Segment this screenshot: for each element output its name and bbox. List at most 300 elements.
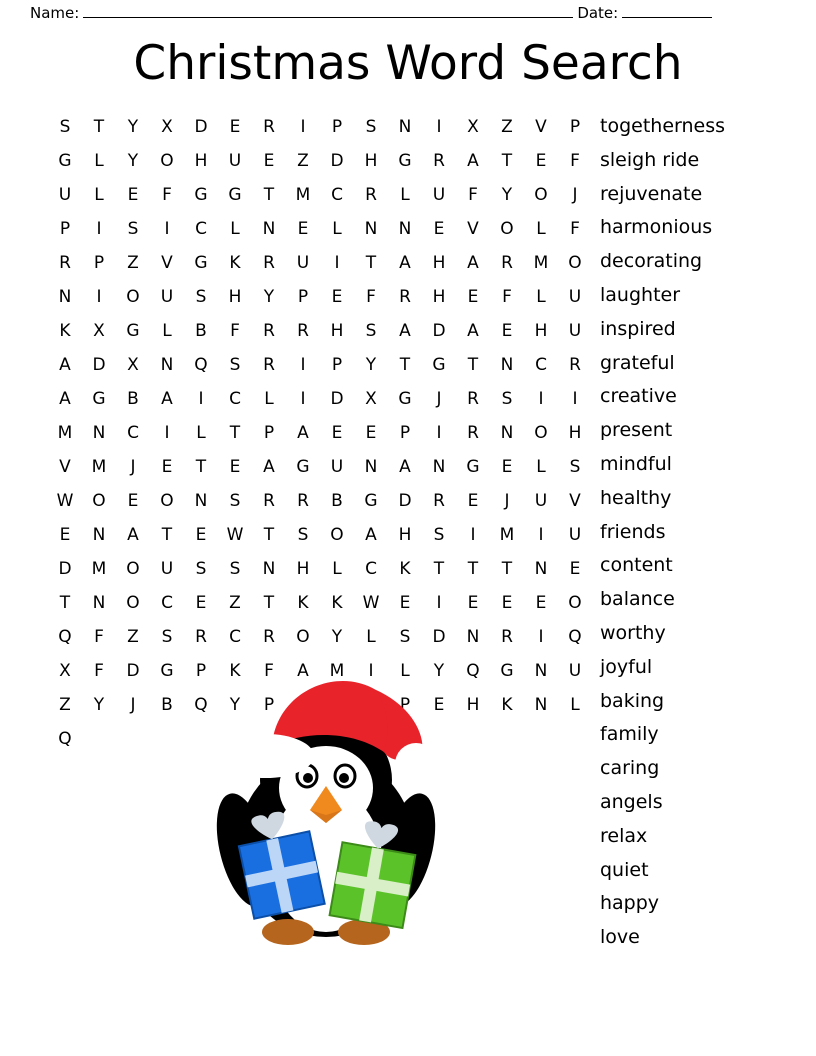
grid-cell[interactable]: P (331, 117, 343, 137)
grid-cell[interactable]: G (92, 389, 106, 409)
grid-cell[interactable]: N (364, 219, 378, 239)
word-list-item: decorating (600, 250, 703, 273)
grid-cell[interactable]: L (196, 423, 206, 443)
grid-cell[interactable]: N (92, 423, 106, 443)
grid-cell[interactable]: C (161, 593, 173, 613)
grid-cell[interactable]: H (228, 287, 242, 307)
grid-cell[interactable]: N (398, 219, 412, 239)
name-label: Name: (30, 4, 80, 22)
grid-cell[interactable]: I (572, 389, 578, 409)
grid-cell[interactable]: Z (229, 593, 241, 613)
word-list-item: love (600, 926, 640, 949)
grid-cell[interactable]: L (400, 661, 410, 681)
grid-cell[interactable]: C (535, 355, 547, 375)
grid-cell[interactable]: E (467, 491, 479, 511)
grid-cell[interactable]: N (534, 559, 548, 579)
grid-cell[interactable]: O (126, 559, 140, 579)
word-list-item: content (600, 554, 673, 577)
grid-cell[interactable]: E (229, 457, 241, 477)
grid-cell[interactable]: G (432, 355, 446, 375)
grid-cell[interactable]: I (300, 117, 306, 137)
grid-cell[interactable]: K (331, 593, 343, 613)
grid-cell[interactable]: Y (433, 661, 445, 681)
grid-cell[interactable]: P (331, 355, 343, 375)
grid-cell[interactable]: X (59, 661, 71, 681)
grid-cell[interactable]: L (94, 185, 104, 205)
grid-cell[interactable]: H (466, 695, 480, 715)
grid-cell[interactable]: T (467, 559, 479, 579)
grid-cell[interactable]: L (536, 219, 546, 239)
grid-cell[interactable]: U (534, 491, 548, 511)
grid-cell[interactable]: U (58, 185, 72, 205)
grid-cell[interactable]: R (569, 355, 581, 375)
grid-cell[interactable]: Y (127, 117, 139, 137)
grid-cell[interactable]: M (533, 253, 549, 273)
grid-cell[interactable]: G (296, 457, 310, 477)
grid-cell[interactable]: G (58, 151, 72, 171)
grid-cell[interactable]: A (467, 151, 479, 171)
grid-cell[interactable]: G (194, 253, 208, 273)
grid-cell[interactable]: A (399, 457, 411, 477)
grid-cell[interactable]: O (126, 593, 140, 613)
grid-cell[interactable]: L (94, 151, 104, 171)
grid-cell[interactable]: R (467, 389, 479, 409)
grid-cell[interactable]: J (572, 185, 578, 205)
grid-cell[interactable]: G (364, 491, 378, 511)
grid-cell[interactable]: R (501, 253, 513, 273)
grid-cell[interactable]: T (501, 151, 513, 171)
grid-cell[interactable]: E (297, 219, 309, 239)
grid-cell[interactable]: N (58, 287, 72, 307)
grid-cell[interactable]: F (570, 151, 580, 171)
grid-cell[interactable]: K (229, 661, 241, 681)
grid-cell[interactable]: L (536, 457, 546, 477)
grid-cell[interactable]: E (467, 593, 479, 613)
grid-cell[interactable]: I (198, 389, 204, 409)
grid-cell[interactable]: L (264, 389, 274, 409)
grid-cell[interactable]: T (467, 355, 479, 375)
grid-cell[interactable]: E (161, 457, 173, 477)
grid-cell[interactable]: Q (466, 661, 480, 681)
grid-cell[interactable]: Q (194, 695, 208, 715)
grid-cell[interactable]: P (93, 253, 105, 273)
grid-cell[interactable]: T (229, 423, 241, 443)
grid-cell[interactable]: I (96, 287, 102, 307)
grid-cell[interactable]: H (398, 525, 412, 545)
grid-cell[interactable]: O (534, 423, 548, 443)
grid-cell[interactable]: B (127, 389, 139, 409)
grid-cell[interactable]: S (297, 525, 309, 545)
grid-cell[interactable]: U (568, 661, 582, 681)
grid-cell[interactable]: D (194, 117, 208, 137)
grid-cell[interactable]: D (432, 321, 446, 341)
grid-cell[interactable]: B (161, 695, 173, 715)
grid-cell[interactable]: S (433, 525, 445, 545)
grid-cell[interactable]: A (59, 389, 71, 409)
grid-cell[interactable]: T (93, 117, 105, 137)
grid-cell[interactable]: Y (501, 185, 513, 205)
grid-cell[interactable]: P (569, 117, 581, 137)
grid-cell[interactable]: O (568, 253, 582, 273)
grid-cell[interactable]: D (330, 151, 344, 171)
grid-cell[interactable]: I (96, 219, 102, 239)
grid-cell[interactable]: P (263, 423, 275, 443)
grid-cell[interactable]: F (468, 185, 478, 205)
grid-cell[interactable]: U (296, 253, 310, 273)
grid-cell[interactable]: F (366, 287, 376, 307)
grid-cell[interactable]: R (433, 491, 445, 511)
grid-cell[interactable]: U (330, 457, 344, 477)
grid-cell[interactable]: N (92, 525, 106, 545)
grid-cell[interactable]: Q (58, 627, 72, 647)
grid-cell[interactable]: A (297, 661, 309, 681)
word-list-item: balance (600, 588, 675, 611)
grid-cell[interactable]: O (126, 287, 140, 307)
grid-cell[interactable]: T (161, 525, 173, 545)
grid-cell[interactable]: B (331, 491, 343, 511)
grid-cell[interactable]: S (365, 321, 377, 341)
grid-cell[interactable]: H (534, 321, 548, 341)
grid-cell[interactable]: G (466, 457, 480, 477)
grid-cell[interactable]: C (331, 185, 343, 205)
grid-cell[interactable]: N (262, 559, 276, 579)
grid-cell[interactable]: B (195, 321, 207, 341)
grid-cell[interactable]: Q (568, 627, 582, 647)
grid-cell[interactable]: F (264, 661, 274, 681)
grid-cell[interactable]: U (160, 559, 174, 579)
grid-cell[interactable]: J (130, 457, 136, 477)
grid-cell[interactable]: E (127, 185, 139, 205)
grid-cell[interactable]: Y (365, 355, 377, 375)
grid-cell[interactable]: F (94, 661, 104, 681)
grid-cell[interactable]: T (263, 525, 275, 545)
grid-cell[interactable]: D (126, 661, 140, 681)
grid-cell[interactable]: M (295, 185, 311, 205)
grid-cell[interactable]: N (466, 627, 480, 647)
grid-cell[interactable]: S (229, 559, 241, 579)
grid-cell[interactable]: I (334, 253, 340, 273)
grid-cell[interactable]: X (365, 389, 377, 409)
grid-cell[interactable]: N (500, 423, 514, 443)
grid-cell[interactable]: O (296, 627, 310, 647)
grid-cell[interactable]: C (365, 559, 377, 579)
grid-cell[interactable]: H (432, 287, 446, 307)
grid-cell[interactable]: R (263, 627, 275, 647)
word-list-item: baking (600, 689, 665, 712)
grid-cell[interactable]: I (436, 423, 442, 443)
grid-cell[interactable]: L (400, 185, 410, 205)
grid-cell[interactable]: C (127, 423, 139, 443)
grid-cell[interactable]: G (398, 389, 412, 409)
grid-cell[interactable]: H (364, 151, 378, 171)
grid-cell[interactable]: E (535, 151, 547, 171)
grid-cell[interactable]: V (467, 219, 479, 239)
grid-cell[interactable]: T (59, 593, 71, 613)
grid-cell[interactable]: M (329, 661, 345, 681)
grid-cell[interactable]: R (59, 253, 71, 273)
grid-cell[interactable]: C (195, 219, 207, 239)
grid-cell[interactable]: A (399, 253, 411, 273)
grid-cell[interactable]: I (538, 525, 544, 545)
grid-cell[interactable]: E (501, 457, 513, 477)
grid-cell[interactable]: N (92, 593, 106, 613)
grid-cell[interactable]: M (57, 423, 73, 443)
grid-cell[interactable]: U (228, 151, 242, 171)
grid-cell[interactable]: L (570, 695, 580, 715)
grid-cell[interactable]: K (59, 321, 71, 341)
grid-cell[interactable]: Z (127, 627, 139, 647)
grid-cell[interactable]: F (502, 287, 512, 307)
grid-cell[interactable]: N (194, 491, 208, 511)
grid-cell[interactable]: S (161, 627, 173, 647)
grid-cell[interactable]: S (229, 355, 241, 375)
grid-cell[interactable]: H (330, 321, 344, 341)
grid-cell[interactable]: R (297, 321, 309, 341)
grid-cell[interactable]: N (364, 457, 378, 477)
grid-cell[interactable]: I (538, 389, 544, 409)
grid-cell[interactable]: I (470, 525, 476, 545)
grid-cell[interactable]: A (399, 321, 411, 341)
grid-cell[interactable]: O (500, 219, 514, 239)
grid-cell[interactable]: D (432, 627, 446, 647)
grid-cell[interactable]: M (91, 457, 107, 477)
grid-cell[interactable]: P (195, 661, 207, 681)
grid-cell[interactable]: Q (58, 729, 72, 749)
word-list-item: grateful (600, 351, 675, 374)
grid-cell[interactable]: E (433, 695, 445, 715)
grid-cell[interactable]: A (467, 321, 479, 341)
grid-cell[interactable]: K (501, 695, 513, 715)
grid-cell[interactable]: N (432, 457, 446, 477)
grid-cell[interactable]: R (195, 627, 207, 647)
grid-cell[interactable]: I (164, 423, 170, 443)
grid-cell[interactable]: Z (127, 253, 139, 273)
grid-cell[interactable]: O (160, 491, 174, 511)
grid-cell[interactable]: O (92, 491, 106, 511)
grid-cell[interactable]: Y (331, 627, 343, 647)
word-list-item: quiet (600, 858, 649, 881)
grid-cell[interactable]: H (296, 559, 310, 579)
grid-cell[interactable]: N (398, 117, 412, 137)
grid-cell[interactable]: A (467, 253, 479, 273)
grid-cell[interactable]: R (263, 355, 275, 375)
grid-cell[interactable]: E (535, 593, 547, 613)
grid-cell[interactable]: T (399, 355, 411, 375)
grid-cell[interactable]: E (501, 593, 513, 613)
grid-cell[interactable]: U (568, 525, 582, 545)
grid-cell[interactable]: V (535, 117, 547, 137)
grid-cell[interactable]: K (297, 593, 309, 613)
grid-cell[interactable]: F (162, 185, 172, 205)
grid-cell[interactable]: R (399, 287, 411, 307)
grid-cell[interactable]: I (164, 219, 170, 239)
grid-cell[interactable]: D (58, 559, 72, 579)
grid-cell[interactable]: F (94, 627, 104, 647)
grid-cell[interactable]: G (500, 661, 514, 681)
word-list-item: relax (600, 824, 648, 847)
grid-cell[interactable]: V (59, 457, 71, 477)
grid-cell[interactable]: L (230, 219, 240, 239)
grid-cell[interactable]: I (538, 627, 544, 647)
grid-cell[interactable]: E (59, 525, 71, 545)
grid-cell[interactable]: E (331, 423, 343, 443)
grid-cell[interactable]: X (467, 117, 479, 137)
grid-cell[interactable]: E (501, 321, 513, 341)
grid-cell[interactable]: L (366, 627, 376, 647)
grid-cell[interactable]: R (263, 491, 275, 511)
grid-cell[interactable]: W (226, 525, 244, 545)
grid-cell[interactable]: W (362, 593, 380, 613)
grid-cell[interactable]: U (160, 287, 174, 307)
grid-cell[interactable]: L (332, 559, 342, 579)
grid-cell[interactable]: E (365, 423, 377, 443)
grid-cell[interactable]: I (436, 593, 442, 613)
grid-cell[interactable]: Q (194, 355, 208, 375)
grid-cell[interactable]: U (568, 287, 582, 307)
grid-cell[interactable]: P (59, 219, 71, 239)
grid-cell[interactable]: R (263, 117, 275, 137)
word-list-item: joyful (600, 655, 653, 678)
grid-cell[interactable]: N (160, 355, 174, 375)
grid-cell[interactable]: Z (297, 151, 309, 171)
grid-cell[interactable]: I (368, 661, 374, 681)
grid-cell[interactable]: E (399, 593, 411, 613)
grid-cell[interactable]: S (195, 559, 207, 579)
grid-cell[interactable]: D (92, 355, 106, 375)
grid-cell[interactable]: P (399, 695, 411, 715)
grid-cell[interactable]: N (534, 661, 548, 681)
grid-cell[interactable]: S (127, 219, 139, 239)
grid-cell[interactable]: A (59, 355, 71, 375)
grid-cell[interactable]: S (399, 627, 411, 647)
grid-cell[interactable]: L (332, 219, 342, 239)
grid-cell[interactable]: N (500, 355, 514, 375)
grid-cell[interactable]: U (568, 321, 582, 341)
grid-cell[interactable]: N (262, 219, 276, 239)
grid-cell[interactable]: T (263, 185, 275, 205)
grid-cell[interactable]: U (432, 185, 446, 205)
grid-cell[interactable]: C (229, 389, 241, 409)
grid-cell[interactable]: E (467, 287, 479, 307)
grid-cell[interactable]: C (229, 627, 241, 647)
grid-cell[interactable]: E (229, 117, 241, 137)
grid-cell[interactable]: J (504, 491, 510, 511)
grid-cell[interactable]: P (297, 287, 309, 307)
grid-cell[interactable]: Y (127, 151, 139, 171)
grid-cell[interactable]: E (127, 491, 139, 511)
grid-cell[interactable]: A (161, 389, 173, 409)
grid-cell[interactable]: X (93, 321, 105, 341)
grid-cell[interactable]: R (501, 627, 513, 647)
grid-cell[interactable]: W (56, 491, 74, 511)
grid-cell[interactable]: O (534, 185, 548, 205)
grid-cell[interactable]: J (130, 695, 136, 715)
grid-cell[interactable]: Z (501, 117, 513, 137)
grid-cell[interactable]: P (399, 423, 411, 443)
grid-cell[interactable]: R (297, 491, 309, 511)
grid-cell[interactable]: R (365, 185, 377, 205)
grid-cell[interactable]: H (432, 253, 446, 273)
grid-cell[interactable]: T (501, 559, 513, 579)
date-input-line[interactable] (622, 4, 712, 18)
grid-cell[interactable]: Y (263, 287, 275, 307)
word-list-item: creative (600, 385, 677, 408)
grid-cell[interactable]: Y (229, 695, 241, 715)
grid-cell[interactable]: S (59, 117, 71, 137)
grid-cell[interactable]: E (263, 151, 275, 171)
grid-cell[interactable]: L (162, 321, 172, 341)
grid-cell[interactable]: O (568, 593, 582, 613)
name-input-line[interactable] (83, 4, 573, 18)
grid-cell[interactable]: H (194, 151, 208, 171)
grid-cell[interactable]: A (263, 457, 275, 477)
grid-cell[interactable]: H (568, 423, 582, 443)
grid-cell[interactable]: T (433, 559, 445, 579)
grid-cell[interactable]: I (300, 389, 306, 409)
grid-cell[interactable]: S (569, 457, 581, 477)
grid-cell[interactable]: R (467, 423, 479, 443)
grid-cell[interactable]: S (195, 287, 207, 307)
grid-cell[interactable]: K (229, 253, 241, 273)
grid-cell[interactable]: V (569, 491, 581, 511)
grid-cell[interactable]: S (229, 491, 241, 511)
grid-cell[interactable]: P (263, 695, 275, 715)
grid-cell[interactable]: R (263, 321, 275, 341)
grid-cell[interactable]: S (365, 117, 377, 137)
grid-cell[interactable]: G (398, 151, 412, 171)
grid-cell[interactable]: V (161, 253, 173, 273)
grid-cell[interactable]: N (534, 695, 548, 715)
grid-cell[interactable]: G (194, 185, 208, 205)
grid-cell[interactable]: X (127, 355, 139, 375)
grid-cell[interactable]: O (160, 151, 174, 171)
grid-cell[interactable]: A (365, 525, 377, 545)
grid-cell[interactable]: T (263, 593, 275, 613)
grid-cell[interactable]: E (331, 287, 343, 307)
grid-cell[interactable]: M (91, 559, 107, 579)
grid-cell[interactable]: M (499, 525, 515, 545)
grid-cell[interactable]: Y (93, 695, 105, 715)
grid-cell[interactable]: R (433, 151, 445, 171)
grid-cell[interactable]: E (569, 559, 581, 579)
grid-cell[interactable]: D (330, 389, 344, 409)
grid-cell[interactable]: F (230, 321, 240, 341)
grid-cell[interactable]: R (263, 253, 275, 273)
grid-cell[interactable]: G (126, 321, 140, 341)
grid-cell[interactable]: E (195, 525, 207, 545)
grid-cell[interactable]: L (536, 287, 546, 307)
grid-cell[interactable]: G (228, 185, 242, 205)
grid-cell[interactable]: I (436, 117, 442, 137)
word-list-item: harmonious (600, 216, 713, 239)
grid-cell[interactable]: S (501, 389, 513, 409)
grid-cell[interactable]: D (398, 491, 412, 511)
grid-cell[interactable]: A (127, 525, 139, 545)
grid-cell[interactable]: X (161, 117, 173, 137)
grid-cell[interactable]: T (195, 457, 207, 477)
grid-cell[interactable]: E (195, 593, 207, 613)
grid-cell[interactable]: K (399, 559, 411, 579)
grid-cell[interactable]: T (365, 253, 377, 273)
grid-cell[interactable]: G (160, 661, 174, 681)
grid-cell[interactable]: F (570, 219, 580, 239)
grid-cell[interactable]: O (330, 525, 344, 545)
grid-cell[interactable]: E (433, 219, 445, 239)
grid-cell[interactable]: Z (59, 695, 71, 715)
grid-cell[interactable]: A (297, 423, 309, 443)
grid-cell[interactable]: J (436, 389, 442, 409)
grid-cell[interactable]: I (300, 355, 306, 375)
